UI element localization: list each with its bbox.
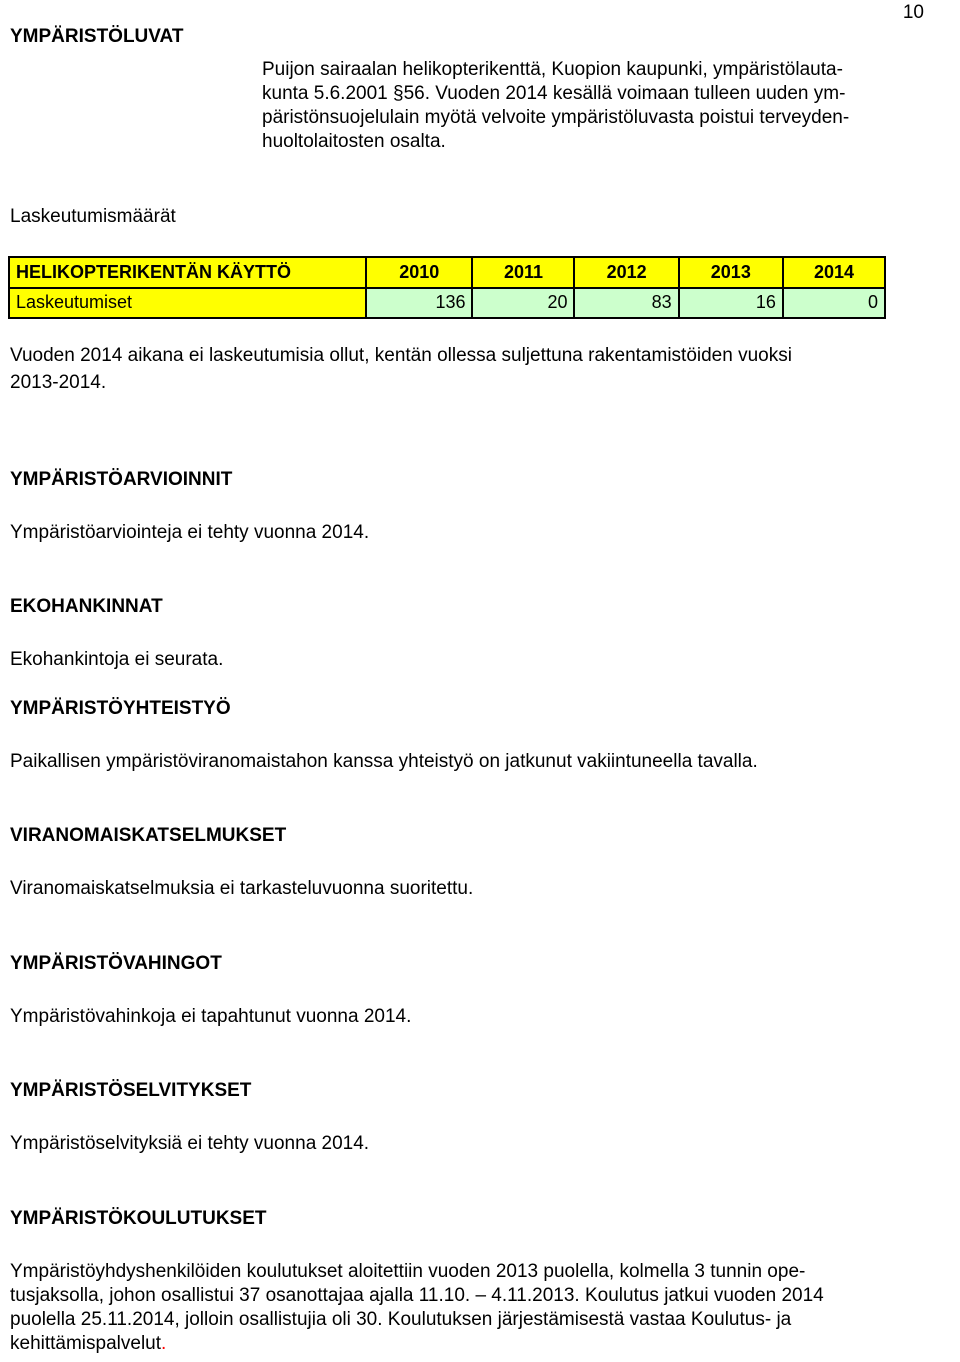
value-cell: 0 bbox=[783, 288, 885, 319]
year-cell: 2014 bbox=[783, 257, 885, 288]
training-line: tusjaksolla, johon osallistui 37 osanottajaa ajalla 11.10. ‒ 4.11.2013. Koulutus jatkui vuoden 2014 bbox=[10, 1285, 824, 1306]
permits-line: kunta 5.6.2001 §56. Vuoden 2014 kesällä voimaan tulleen uuden ym- bbox=[262, 83, 846, 104]
table-header-row bbox=[9, 257, 885, 288]
year-cell: 2010 bbox=[366, 257, 472, 288]
page-number: 10 bbox=[902, 2, 924, 23]
training-trailing-dot: . bbox=[161, 1333, 167, 1354]
inspections-text: Viranomaiskatselmuksia ei tarkasteluvuonna suoritettu. bbox=[10, 878, 474, 899]
damages-text: Ympäristövahinkoja ei tapahtunut vuonna 2014. bbox=[10, 1006, 412, 1027]
table-note-line: 2013-2014. bbox=[10, 372, 107, 393]
training-heading: YMPÄRISTÖKOULUTUKSET bbox=[10, 1208, 267, 1229]
cooperation-text: Paikallisen ympäristöviranomaistahon kanssa yhteistyö on jatkunut vakiintuneella tavalla. bbox=[10, 751, 758, 772]
damages-heading: YMPÄRISTÖVAHINGOT bbox=[10, 953, 222, 974]
surveys-heading: YMPÄRISTÖSELVITYKSET bbox=[10, 1080, 252, 1101]
landing-rules-label: Laskeutumismäärät bbox=[10, 206, 176, 227]
eco-procurement-text: Ekohankintoja ei seurata. bbox=[10, 649, 224, 670]
row-label-cell: Laskeutumiset bbox=[9, 288, 366, 319]
value-cell: 83 bbox=[574, 288, 678, 319]
table-title-cell: HELIKOPTERIKENTÄN KÄYTTÖ bbox=[9, 257, 366, 288]
value-cell: 20 bbox=[472, 288, 574, 319]
table-note-line: Vuoden 2014 aikana ei laskeutumisia ollut, kentän ollessa suljettuna rakentamistöiden vuoksi bbox=[10, 345, 792, 366]
permits-line: päristönsuojelulain myötä velvoite ympäristöluvasta poistui terveyden- bbox=[262, 107, 850, 128]
training-line: puolella 25.11.2014, jolloin osallistujia oli 30. Koulutuksen järjestämisestä vastaa Koulutus- ja bbox=[10, 1309, 792, 1330]
permits-line: Puijon sairaalan helikopterikenttä, Kuopion kaupunki, ympäristölauta- bbox=[262, 59, 843, 80]
permits-heading: YMPÄRISTÖLUVAT bbox=[10, 26, 184, 47]
assessments-heading: YMPÄRISTÖARVIOINNIT bbox=[10, 469, 233, 490]
helipad-usage-table bbox=[8, 256, 886, 319]
value-cell: 136 bbox=[366, 288, 472, 319]
value-cell: 16 bbox=[679, 288, 783, 319]
table-row bbox=[9, 288, 885, 319]
eco-procurement-heading: EKOHANKINNAT bbox=[10, 596, 163, 617]
year-cell: 2011 bbox=[472, 257, 574, 288]
surveys-text: Ympäristöselvityksiä ei tehty vuonna 2014. bbox=[10, 1133, 370, 1154]
table-note bbox=[10, 342, 940, 396]
assessments-text: Ympäristöarviointeja ei tehty vuonna 2014. bbox=[10, 522, 370, 543]
cooperation-heading: YMPÄRISTÖYHTEISTYÖ bbox=[10, 698, 231, 719]
training-text bbox=[10, 1260, 950, 1356]
permits-text bbox=[262, 58, 942, 154]
training-line: Ympäristöyhdyshenkilöiden koulutukset aloitettiin vuoden 2013 puolella, kolmella 3 tunnin ope- bbox=[10, 1261, 806, 1282]
year-cell: 2013 bbox=[679, 257, 783, 288]
training-line-last bbox=[10, 1332, 950, 1356]
training-line: kehittämispalvelut bbox=[10, 1333, 162, 1354]
inspections-heading: VIRANOMAISKATSELMUKSET bbox=[10, 825, 287, 846]
permits-line: huoltolaitosten osalta. bbox=[262, 131, 446, 152]
year-cell: 2012 bbox=[574, 257, 678, 288]
